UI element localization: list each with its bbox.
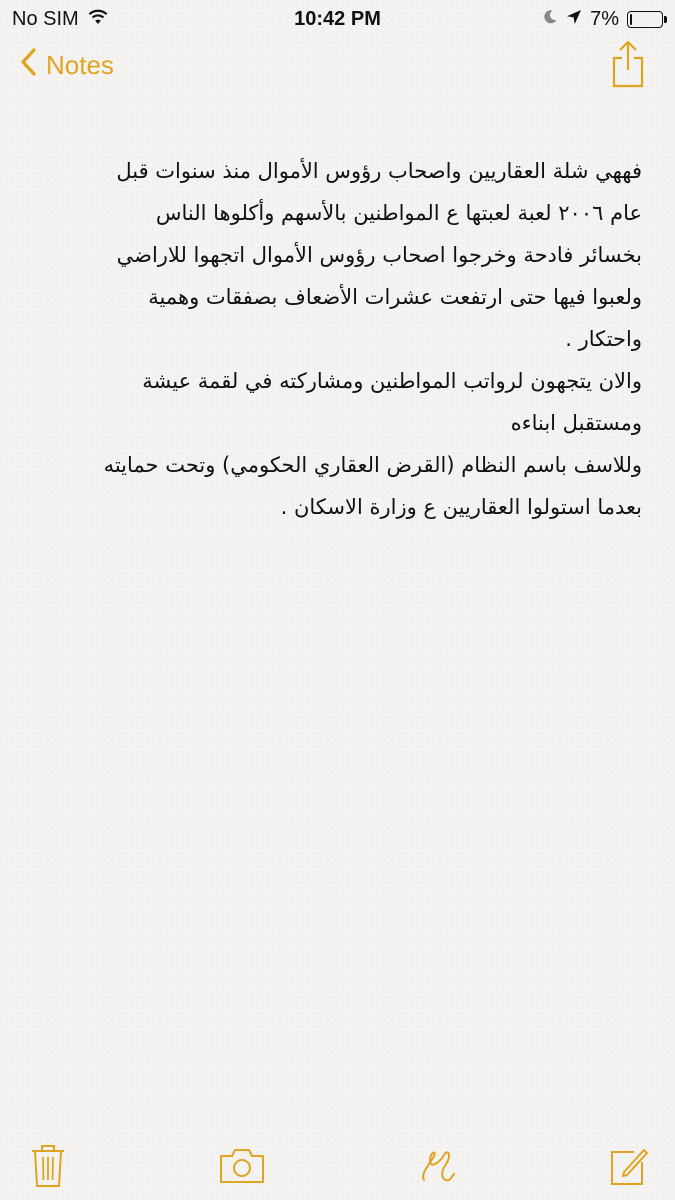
trash-icon [30,1173,66,1192]
moon-icon [542,8,558,31]
note-line: ولعبوا فيها حتى ارتفعت عشرات الأضعاف بصفقات وهمية [148,285,642,309]
sketch-button[interactable] [418,1142,458,1192]
back-button[interactable] [20,48,114,83]
camera-button[interactable] [218,1142,266,1192]
status-time: 10:42 PM [294,8,381,30]
nav-bar [0,38,675,100]
chevron-left-icon [20,48,36,83]
bottom-toolbar [0,1136,675,1200]
note-line: واحتكار . [565,327,642,351]
compose-icon [608,1173,648,1192]
note-line: وللاسف باسم النظام (القرض العقاري الحكومي) وتحت حمايته [103,453,642,477]
note-line: بعدما استولوا العقاريين ع وزارة الاسكان . [280,495,642,519]
sketch-icon [418,1173,458,1192]
share-icon [611,73,645,92]
status-bar-left [12,8,109,31]
wifi-icon [87,8,109,31]
battery-level [630,14,632,25]
location-arrow-icon [566,8,582,31]
note-line: والان يتجهون لرواتب المواطنين ومشاركته في لقمة عيشة [142,369,642,393]
status-bar-right [542,8,663,31]
note-line: ومستقبل ابناءه [510,411,642,435]
note-line: بخسائر فادحة وخرجوا اصحاب رؤوس الأموال اتجهوا للاراضي [116,243,642,267]
status-bar [0,0,675,38]
compose-button[interactable] [608,1142,648,1192]
back-label: Notes [46,50,114,80]
carrier-label: No SIM [12,8,79,30]
battery-icon [627,11,663,28]
note-line: عام ٢٠٠٦ لعبة لعبتها ع المواطنين بالأسهم وأكلوها الناس [155,201,642,225]
share-button[interactable] [611,40,645,92]
trash-button[interactable] [30,1142,66,1192]
note-body[interactable] [30,150,642,528]
battery-percent: 7% [590,8,619,30]
camera-icon [218,1173,266,1192]
note-line: فههي شلة العقاريين واصحاب رؤوس الأموال منذ سنوات قبل [116,159,642,183]
